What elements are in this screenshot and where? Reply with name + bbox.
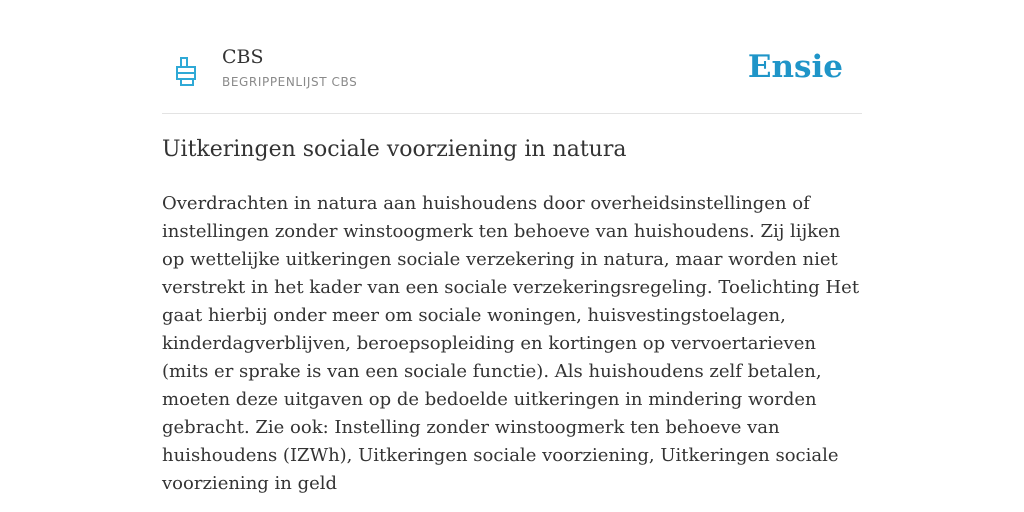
source-subtitle: BEGRIPPENLIJST CBS xyxy=(222,75,358,89)
cbs-logo-icon xyxy=(174,57,198,87)
entry-title: Uitkeringen sociale voorziening in natura xyxy=(162,137,627,162)
source-name: CBS xyxy=(222,46,264,68)
card-header xyxy=(162,40,862,114)
entry-definition: Overdrachten in natura aan huishoudens door overheidsinstellingen of instellingen zonder winstoogmerk ten behoeve van huishoudens. Zij lijken op wettelijke uitkeringen sociale verzekering in natura, maar worden niet verstrekt in het kader van een sociale verzekeringsregeling. Toelichting Het gaat hierbij onder meer om sociale woningen, huisvestingstoelagen, kinderdagverblijven, beroepsopleiding en kortingen op vervoertarieven (mits er sprake is van een sociale functie). Als huishoudens zelf betalen, moeten deze uitgaven op de bedoelde uitkeringen in mindering worden gebracht. Zie ook: Instelling zonder winstoogmerk ten behoeve van huishoudens (IZWh), Uitkeringen sociale voorziening, Uitkeringen sociale voorziening in geld xyxy=(162,193,860,494)
brand-logo: Ensie xyxy=(747,49,843,85)
definition-card xyxy=(162,0,862,512)
